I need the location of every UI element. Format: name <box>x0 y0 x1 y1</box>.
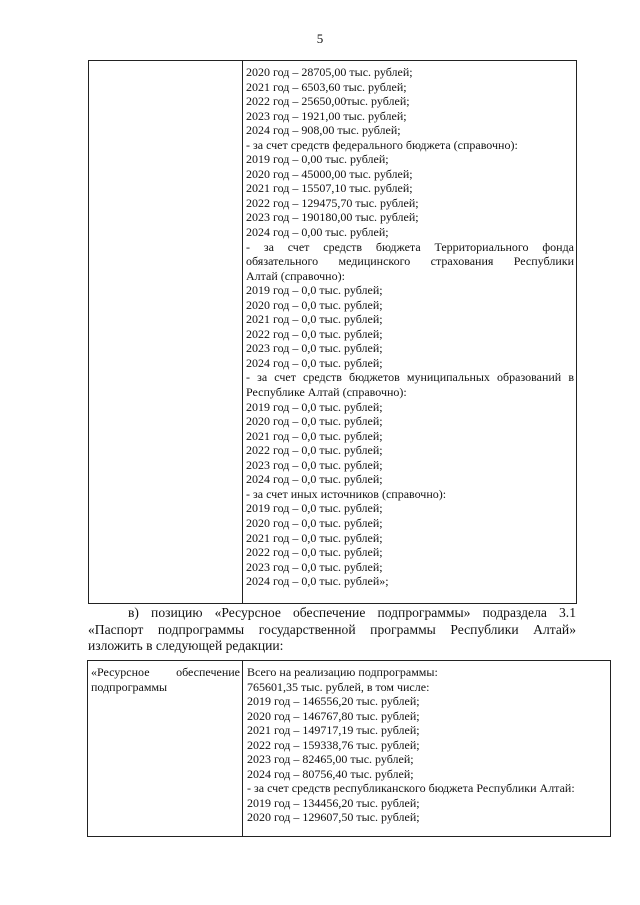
table-line: обязательного медицинского страхования Республики <box>246 254 574 269</box>
table-line: 2022 год – 159338,76 тыс. рублей; <box>247 737 420 752</box>
table-line: 2024 год – 0,00 тыс. рублей; <box>246 225 389 240</box>
table-line: - за счет средств республиканского бюджета Республики Алтай: <box>247 781 575 796</box>
table-line: 2021 год – 0,0 тыс. рублей; <box>246 312 383 327</box>
paragraph-line: в) позицию «Ресурсное обеспечение подпрограммы» подраздела 3.1 <box>128 605 576 620</box>
table-left-cell <box>89 61 243 603</box>
table-line: Алтай (справочно): <box>246 268 345 283</box>
table-line: 2020 год – 0,0 тыс. рублей; <box>246 515 383 530</box>
table-line: 2019 год – 0,0 тыс. рублей; <box>246 283 383 298</box>
table-line: 2020 год – 146767,80 тыс. рублей; <box>247 708 420 723</box>
table-line: Всего на реализацию подпрограммы: <box>247 665 438 679</box>
table-left-cell <box>88 661 243 836</box>
table-line: 2020 год – 129607,50 тыс. рублей; <box>247 810 420 825</box>
table-line: 2024 год – 0,0 тыс. рублей; <box>246 472 383 487</box>
table-line: 2022 год – 0,0 тыс. рублей; <box>246 443 383 458</box>
paragraph-line: изложить в следующей редакции: <box>88 638 284 653</box>
table-line: - за счет средств бюджетов муниципальных образований в <box>246 370 574 385</box>
table-line: 2023 год – 0,0 тыс. рублей; <box>246 457 383 472</box>
row-label: подпрограммы <box>91 679 168 694</box>
table-line: 2023 год – 0,0 тыс. рублей; <box>246 559 383 574</box>
row-label: «Ресурсное обеспечение <box>91 665 240 679</box>
table-line: 2020 год – 28705,00 тыс. рублей; <box>246 65 413 79</box>
table-line: 2022 год – 129475,70 тыс. рублей; <box>246 195 419 210</box>
table-line: 2019 год – 0,0 тыс. рублей; <box>246 399 383 414</box>
table-line: Республике Алтай (справочно): <box>246 385 407 400</box>
table-line: 2023 год – 82465,00 тыс. рублей; <box>247 752 414 767</box>
table-line: 2020 год – 0,0 тыс. рублей; <box>246 414 383 429</box>
table-line: - за счет средств бюджета Территориального фонда <box>246 239 574 254</box>
table-right-cell <box>243 61 576 603</box>
table-line: 765601,35 тыс. рублей, в том числе: <box>247 679 430 694</box>
table-line: 2019 год – 0,00 тыс. рублей; <box>246 152 389 167</box>
table-line: 2024 год – 0,0 тыс. рублей»; <box>246 574 389 589</box>
table-line: 2019 год – 0,0 тыс. рублей; <box>246 501 383 516</box>
table-line: - за счет средств федерального бюджета (справочно): <box>246 137 518 152</box>
table-line: 2024 год – 0,0 тыс. рублей; <box>246 355 383 370</box>
table-line: 2023 год – 1921,00 тыс. рублей; <box>246 108 407 123</box>
table-line: 2020 год – 45000,00 тыс. рублей; <box>246 166 413 181</box>
table-line: 2020 год – 0,0 тыс. рублей; <box>246 297 383 312</box>
amendment-paragraph <box>88 605 576 655</box>
table-line: 2024 год – 80756,40 тыс. рублей; <box>247 766 414 781</box>
table-line: - за счет иных источников (справочно): <box>246 486 447 501</box>
page-number: 5 <box>316 31 324 46</box>
table-line: 2021 год – 15507,10 тыс. рублей; <box>246 181 413 196</box>
table-line: 2022 год – 0,0 тыс. рублей; <box>246 326 383 341</box>
table-line: 2019 год – 134456,20 тыс. рублей; <box>247 795 420 810</box>
table-right-cell <box>244 661 610 836</box>
table-line: 2021 год – 0,0 тыс. рублей; <box>246 428 383 443</box>
table-line: 2021 год – 6503,60 тыс. рублей; <box>246 79 407 94</box>
funding-table-continuation <box>88 60 577 604</box>
table-line: 2021 год – 149717,19 тыс. рублей; <box>247 723 420 738</box>
resource-provision-table <box>87 660 611 837</box>
table-line: 2022 год – 25650,00тыс. рублей; <box>246 94 410 109</box>
table-line: 2023 год – 0,0 тыс. рублей; <box>246 341 383 356</box>
table-line: 2022 год – 0,0 тыс. рублей; <box>246 545 383 560</box>
table-line: 2021 год – 0,0 тыс. рублей; <box>246 530 383 545</box>
table-line: 2023 год – 190180,00 тыс. рублей; <box>246 210 419 225</box>
table-line: 2024 год – 908,00 тыс. рублей; <box>246 123 401 138</box>
table-line: 2019 год – 146556,20 тыс. рублей; <box>247 694 420 709</box>
paragraph-line: «Паспорт подпрограммы государственной программы Республики Алтай» <box>88 621 576 637</box>
